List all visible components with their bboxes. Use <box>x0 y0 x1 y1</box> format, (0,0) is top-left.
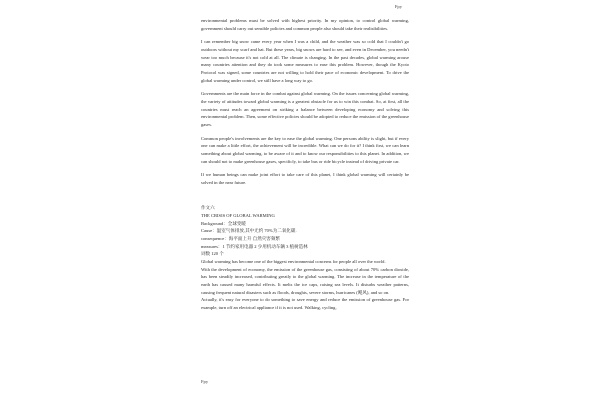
essay-paragraph-1: Global warming has become one of the biggest environmental concerns for people all over the world. <box>201 259 386 265</box>
paragraph-governments: Governments are the main force in the combat against global warming. On the issues concerning global warming, the variety of attitudes toward global warming is a greatest obstacle for us to win this combat. So, at first, all the countries must reach an agreement on striking a balance between developing economy and solving this environmental problem. Then, some effective policies should be adopted to reduce the emission of the greenhouse gases. <box>201 91 409 127</box>
essay-background: Background：全球变暖 <box>201 220 246 226</box>
essay-paragraph-2: With the development of economy, the emission of the greenhouse gas, consisting of about 70% carbon dioxide, has been steadily increased, contributing greatly to the global warming. The increase in the temperature of the earth has caused many harmful effects. It melts the ice caps, raising sea levels. It disturbs weather patterns, causing frequent natural disasters such as floods, droughts, severe storms, hurricanes (飓风), and so on. <box>201 266 409 295</box>
page-number-bottom: Fpy <box>201 379 209 384</box>
essay-causes: Cause：温室气体排放,其中尤约 70%为二氧化碳. <box>201 228 297 234</box>
paragraph-conclusion: If we human beings can make joint effort to take care of this planet, I think global warming will certainly be solved in the near future. <box>201 172 409 185</box>
essay-consequence: consequence：海平面上升 自然灾害频繁 <box>201 236 280 242</box>
section-gap <box>201 192 409 204</box>
essay-measures: measures：1 节约家用电器 2 少用机动车辆 3 植树造林 <box>201 243 308 249</box>
essay-paragraph-3: Actually, it's easy for everyone to do something to save energy and reduce the emission of greenhouse gas. For example, turn off an electrical appliance if it is not used. Walking, cycling, <box>201 297 409 310</box>
paragraph-common-people: Common people's involvements are the key to ease the global warming. One persons ability is slight, but if every one can make a little effort, the achievement will be incredible. What can we do for it? I think first, we can learn something about global warming, to be aware of it and to know our responsibilities to this planet. In addition, we can should not to make greenhouse gases, specificly, to take bus or ride bicycle instead of driving private car. <box>201 135 409 164</box>
essay-title: THE CRISIS OF GLOBAL WARMING <box>201 213 275 219</box>
essay-word-count: 词数 120 个 <box>201 251 224 257</box>
paragraph-memory: I can remember big snow came every year when I was a child, and the weather was so cold that I couldn't go outdoors without my scarf and hat. But these years, big snows are hard to see, and even in December, you needn't wear too much because it's not cold at all. The climate is changing. In the past decades, global warming arouse many countries attention and they do took some measures to ease this problem. However, though the Kyoto Protocol was signed, some countries are not willing to hold their pace of economic development. To drive the global warming under control, we still have a long way to go. <box>201 39 409 83</box>
paragraph-intro: environmental problems must be solved with highest priority. In my opinion, to control global warming, government should carry out sensible policies and common people also should take their realisibilities. <box>201 18 409 31</box>
essay-label: 作文六 <box>201 205 215 211</box>
page-content <box>201 17 409 312</box>
page-number-top: Fpy <box>394 4 402 9</box>
